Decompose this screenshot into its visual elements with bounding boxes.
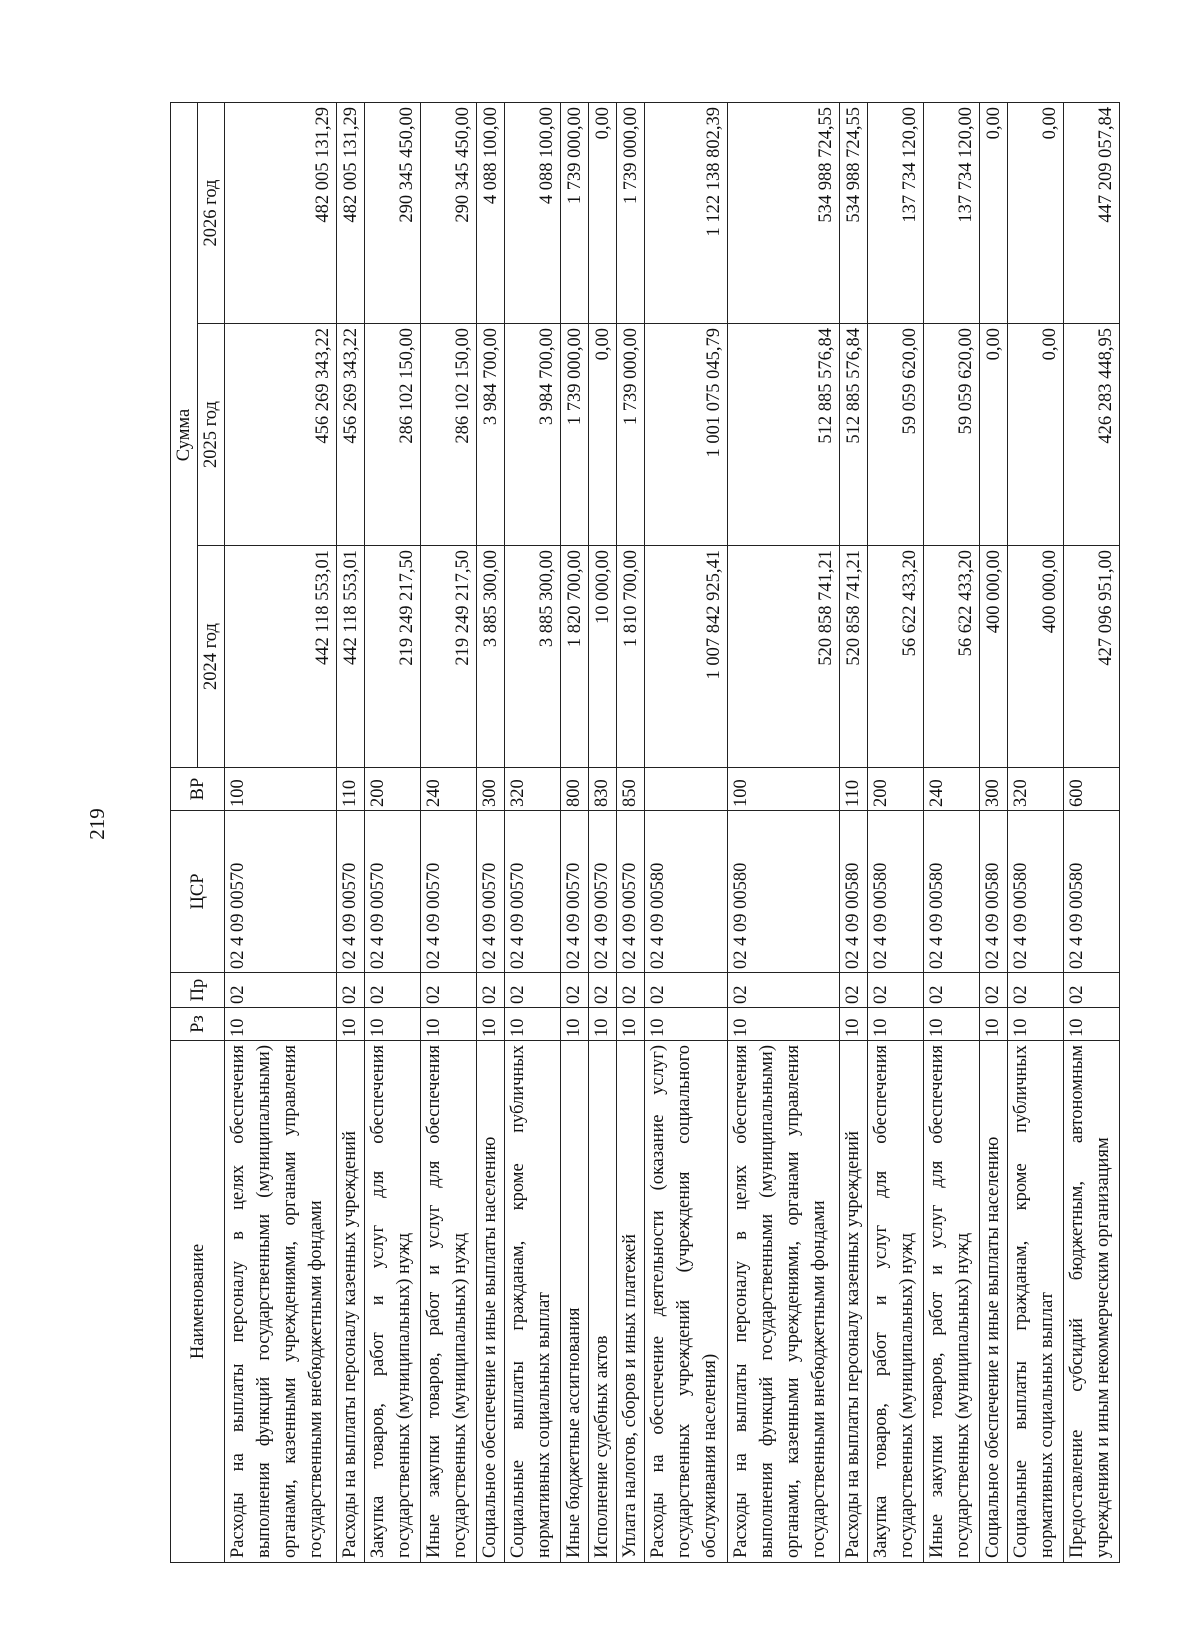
cell-2024: 400 000,00 <box>980 546 1008 768</box>
cell-rz: 10 <box>840 1008 868 1041</box>
cell-pr: 02 <box>924 973 980 1008</box>
cell-rz: 10 <box>364 1008 420 1041</box>
rotated-table-wrapper <box>170 103 1120 1563</box>
cell-2026: 290 345 450,00 <box>364 102 420 323</box>
cell-2025: 0,00 <box>1008 324 1064 546</box>
cell-2024: 520 858 741,21 <box>840 546 868 768</box>
cell-2025: 456 269 343,22 <box>336 324 364 546</box>
cell-name: Предоставление субсидий бюджетным, автономным учреждениям и иным некоммерческим организациям <box>1064 1041 1120 1563</box>
cell-pr: 02 <box>868 973 924 1008</box>
cell-csr: 02 4 09 00570 <box>616 811 644 973</box>
header-csr: ЦСР <box>171 811 225 973</box>
cell-name: Иные закупки товаров, работ и услуг для обеспечения государственных (муниципальных) нужд <box>924 1041 980 1563</box>
cell-csr: 02 4 09 00580 <box>644 811 728 973</box>
cell-vr: 830 <box>588 768 616 811</box>
cell-vr: 320 <box>504 768 560 811</box>
cell-2025: 512 885 576,84 <box>840 324 868 546</box>
cell-2025: 286 102 150,00 <box>420 324 476 546</box>
cell-2025: 59 059 620,00 <box>924 324 980 546</box>
table-body <box>225 102 1120 1562</box>
cell-vr: 100 <box>225 768 337 811</box>
cell-name: Закупка товаров, работ и услуг для обеспечения государственных (муниципальных) нужд <box>364 1041 420 1563</box>
cell-2026: 290 345 450,00 <box>420 102 476 323</box>
cell-pr: 02 <box>616 973 644 1008</box>
cell-2026: 0,00 <box>1008 102 1064 323</box>
cell-csr: 02 4 09 00580 <box>980 811 1008 973</box>
cell-vr: 850 <box>616 768 644 811</box>
cell-name: Иные закупки товаров, работ и услуг для обеспечения государственных (муниципальных) нужд <box>420 1041 476 1563</box>
cell-2026: 4 088 100,00 <box>504 102 560 323</box>
cell-pr: 02 <box>225 973 337 1008</box>
cell-name: Социальные выплаты гражданам, кроме публичных нормативных социальных выплат <box>504 1041 560 1563</box>
cell-name: Расходы на выплаты персоналу казенных учреждений <box>840 1041 868 1563</box>
cell-name: Иные бюджетные ассигнования <box>560 1041 588 1563</box>
cell-rz: 10 <box>420 1008 476 1041</box>
header-sum: Сумма <box>171 102 198 767</box>
table-row <box>420 102 476 1562</box>
cell-2026: 482 005 131,29 <box>225 102 337 323</box>
cell-rz: 10 <box>728 1008 840 1041</box>
header-year-2026: 2026 год <box>198 102 225 323</box>
cell-2024: 442 118 553,01 <box>225 546 337 768</box>
cell-2024: 219 249 217,50 <box>420 546 476 768</box>
table-row <box>728 102 840 1562</box>
cell-2025: 59 059 620,00 <box>868 324 924 546</box>
cell-2024: 3 885 300,00 <box>504 546 560 768</box>
cell-vr: 800 <box>560 768 588 811</box>
cell-rz: 10 <box>980 1008 1008 1041</box>
cell-name: Расходы на выплаты персоналу в целях обеспечения выполнения функций государственными (муниципальными) органами, казенными учреждениями, органами управления государственными внебюджетными фондами <box>728 1041 840 1563</box>
cell-name: Социальные выплаты гражданам, кроме публичных нормативных социальных выплат <box>1008 1041 1064 1563</box>
cell-name: Расходы на обеспечение деятельности (оказание услуг) государственных учреждений (учреждения социального обслуживания населения) <box>644 1041 728 1563</box>
table-row <box>225 102 337 1562</box>
table-row <box>588 102 616 1562</box>
cell-vr: 100 <box>728 768 840 811</box>
cell-rz: 10 <box>225 1008 337 1041</box>
cell-csr: 02 4 09 00580 <box>840 811 868 973</box>
table-row <box>336 102 364 1562</box>
cell-csr: 02 4 09 00570 <box>588 811 616 973</box>
cell-2025: 456 269 343,22 <box>225 324 337 546</box>
cell-csr: 02 4 09 00580 <box>924 811 980 973</box>
header-rz: Рз <box>171 1008 225 1041</box>
table-row <box>504 102 560 1562</box>
cell-pr: 02 <box>840 973 868 1008</box>
cell-rz: 10 <box>924 1008 980 1041</box>
cell-name: Расходы на выплаты персоналу казенных учреждений <box>336 1041 364 1563</box>
cell-csr: 02 4 09 00570 <box>420 811 476 973</box>
cell-rz: 10 <box>336 1008 364 1041</box>
cell-csr: 02 4 09 00580 <box>728 811 840 973</box>
table-row <box>644 102 728 1562</box>
cell-2025: 0,00 <box>980 324 1008 546</box>
table-row <box>840 102 868 1562</box>
cell-2025: 0,00 <box>588 324 616 546</box>
page-number: 219 <box>85 808 109 840</box>
cell-csr: 02 4 09 00580 <box>1008 811 1064 973</box>
cell-pr: 02 <box>364 973 420 1008</box>
cell-rz: 10 <box>644 1008 728 1041</box>
cell-pr: 02 <box>336 973 364 1008</box>
cell-2026: 1 739 000,00 <box>560 102 588 323</box>
table-row <box>868 102 924 1562</box>
cell-2025: 1 739 000,00 <box>560 324 588 546</box>
cell-2026: 137 734 120,00 <box>868 102 924 323</box>
cell-rz: 10 <box>588 1008 616 1041</box>
cell-name: Социальное обеспечение и иные выплаты населению <box>980 1041 1008 1563</box>
cell-2026: 534 988 724,55 <box>728 102 840 323</box>
cell-pr: 02 <box>588 973 616 1008</box>
cell-2025: 426 283 448,95 <box>1064 324 1120 546</box>
table-row <box>560 102 588 1562</box>
cell-2024: 1 810 700,00 <box>616 546 644 768</box>
cell-2024: 56 622 433,20 <box>924 546 980 768</box>
cell-pr: 02 <box>1064 973 1120 1008</box>
cell-csr: 02 4 09 00570 <box>225 811 337 973</box>
cell-2026: 0,00 <box>588 102 616 323</box>
cell-name: Расходы на выплаты персоналу в целях обеспечения выполнения функций государственными (муниципальными) органами, казенными учреждениями, органами управления государственными внебюджетными фондами <box>225 1041 337 1563</box>
cell-2024: 1 820 700,00 <box>560 546 588 768</box>
cell-csr: 02 4 09 00570 <box>504 811 560 973</box>
cell-csr: 02 4 09 00570 <box>336 811 364 973</box>
cell-vr: 110 <box>840 768 868 811</box>
cell-rz: 10 <box>868 1008 924 1041</box>
cell-pr: 02 <box>420 973 476 1008</box>
table-row <box>1064 102 1120 1562</box>
cell-csr: 02 4 09 00570 <box>560 811 588 973</box>
cell-rz: 10 <box>504 1008 560 1041</box>
cell-vr: 240 <box>924 768 980 811</box>
cell-2024: 400 000,00 <box>1008 546 1064 768</box>
table-row <box>364 102 420 1562</box>
cell-pr: 02 <box>560 973 588 1008</box>
cell-csr: 02 4 09 00570 <box>476 811 504 973</box>
cell-2025: 3 984 700,00 <box>476 324 504 546</box>
cell-2025: 1 739 000,00 <box>616 324 644 546</box>
cell-rz: 10 <box>1064 1008 1120 1041</box>
cell-2026: 137 734 120,00 <box>924 102 980 323</box>
cell-pr: 02 <box>728 973 840 1008</box>
table-row <box>1008 102 1064 1562</box>
cell-name: Социальное обеспечение и иные выплаты населению <box>476 1041 504 1563</box>
table-row <box>476 102 504 1562</box>
cell-2026: 1 739 000,00 <box>616 102 644 323</box>
cell-2026: 4 088 100,00 <box>476 102 504 323</box>
table-row <box>924 102 980 1562</box>
cell-pr: 02 <box>476 973 504 1008</box>
header-year-2024: 2024 год <box>198 546 225 768</box>
cell-2025: 286 102 150,00 <box>364 324 420 546</box>
table-row <box>980 102 1008 1562</box>
cell-rz: 10 <box>1008 1008 1064 1041</box>
cell-2026: 534 988 724,55 <box>840 102 868 323</box>
budget-table <box>170 102 1120 1563</box>
cell-pr: 02 <box>504 973 560 1008</box>
cell-vr: 110 <box>336 768 364 811</box>
cell-csr: 02 4 09 00570 <box>364 811 420 973</box>
cell-2025: 3 984 700,00 <box>504 324 560 546</box>
cell-2026: 0,00 <box>980 102 1008 323</box>
cell-rz: 10 <box>560 1008 588 1041</box>
cell-2024: 219 249 217,50 <box>364 546 420 768</box>
cell-2024: 442 118 553,01 <box>336 546 364 768</box>
cell-rz: 10 <box>616 1008 644 1041</box>
cell-vr: 600 <box>1064 768 1120 811</box>
cell-csr: 02 4 09 00580 <box>868 811 924 973</box>
header-year-2025: 2025 год <box>198 324 225 546</box>
cell-name: Закупка товаров, работ и услуг для обеспечения государственных (муниципальных) нужд <box>868 1041 924 1563</box>
cell-pr: 02 <box>980 973 1008 1008</box>
cell-vr: 300 <box>476 768 504 811</box>
cell-pr: 02 <box>644 973 728 1008</box>
cell-2024: 427 096 951,00 <box>1064 546 1120 768</box>
cell-pr: 02 <box>1008 973 1064 1008</box>
header-name: Наименование <box>171 1041 225 1563</box>
cell-vr <box>644 768 728 811</box>
cell-csr: 02 4 09 00580 <box>1064 811 1120 973</box>
cell-2026: 482 005 131,29 <box>336 102 364 323</box>
cell-name: Исполнение судебных актов <box>588 1041 616 1563</box>
cell-vr: 200 <box>364 768 420 811</box>
header-vr: ВР <box>171 768 225 811</box>
cell-vr: 240 <box>420 768 476 811</box>
cell-2024: 56 622 433,20 <box>868 546 924 768</box>
cell-2024: 10 000,00 <box>588 546 616 768</box>
cell-vr: 320 <box>1008 768 1064 811</box>
cell-2026: 447 209 057,84 <box>1064 102 1120 323</box>
cell-rz: 10 <box>476 1008 504 1041</box>
cell-vr: 200 <box>868 768 924 811</box>
cell-2024: 3 885 300,00 <box>476 546 504 768</box>
cell-vr: 300 <box>980 768 1008 811</box>
cell-2025: 1 001 075 045,79 <box>644 324 728 546</box>
cell-2026: 1 122 138 802,39 <box>644 102 728 323</box>
cell-2024: 1 007 842 925,41 <box>644 546 728 768</box>
cell-2025: 512 885 576,84 <box>728 324 840 546</box>
cell-name: Уплата налогов, сборов и иных платежей <box>616 1041 644 1563</box>
table-row <box>616 102 644 1562</box>
header-pr: Пр <box>171 973 225 1008</box>
cell-2024: 520 858 741,21 <box>728 546 840 768</box>
